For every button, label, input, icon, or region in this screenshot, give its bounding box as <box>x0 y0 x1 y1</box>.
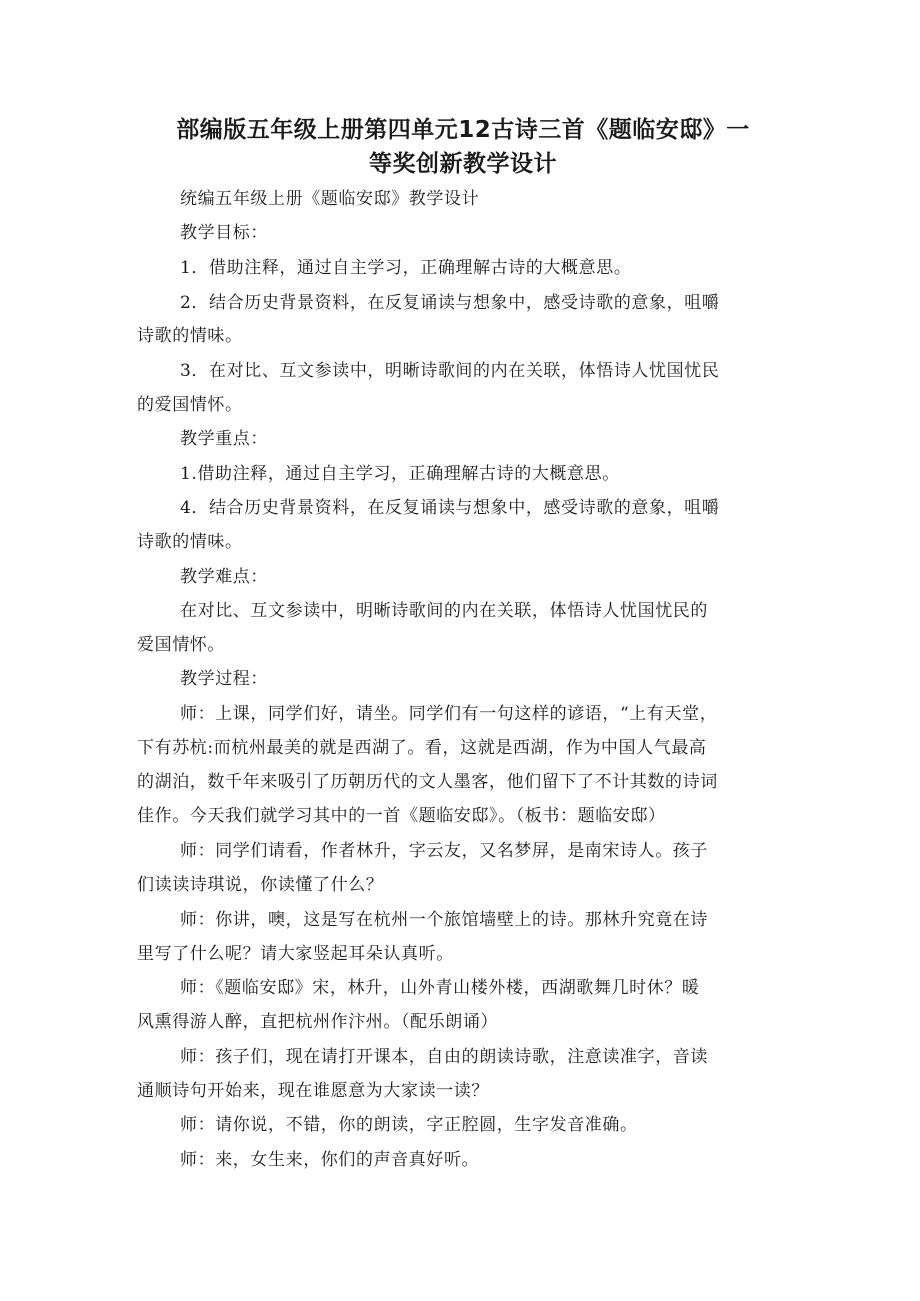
objective-1: 1．借助注释，通过自主学习，正确理解古诗的大概意思。 <box>180 258 632 278</box>
difficulty-text: 在对比、互文参读中，明晰诗歌间的内在关联，体悟诗人忧国忧民的 <box>180 601 708 621</box>
objective-3: 3．在对比、互文参读中，明晰诗歌间的内在关联，体悟诗人忧国忧民 <box>180 361 720 381</box>
paragraph-5-cont: 通顺诗句开始来，现在谁愿意为大家读一读？ <box>137 1081 489 1101</box>
key-point-2-cont: 诗歌的情味。 <box>137 532 243 552</box>
objective-2-cont: 诗歌的情味。 <box>137 326 243 346</box>
subtitle: 统编五年级上册《题临安邸》教学设计 <box>180 189 480 209</box>
paragraph-2-cont: 们读读诗琪说，你读懂了什么？ <box>137 875 384 895</box>
objective-3-cont: 的爱国情怀。 <box>137 395 243 415</box>
paragraph-3: 师：你讲，噢，这是写在杭州一个旅馆墙壁上的诗。那林升究竟在诗 <box>180 910 708 930</box>
paragraph-4-cont: 风熏得游人醉，直把杭州作汴州。（配乐朗诵） <box>137 1012 499 1032</box>
key-point-1: 1.借助注释，通过自主学习，正确理解古诗的大概意思。 <box>180 464 620 484</box>
paragraph-1-cont-2: 的湖泊，数千年来吸引了历朝历代的文人墨客，他们留下了不计其数的诗词 <box>137 772 718 792</box>
key-point-2: 4．结合历史背景资料，在反复诵读与想象中，感受诗歌的意象，咀嚼 <box>180 498 720 518</box>
paragraph-5: 师：孩子们，现在请打开课本，自由的朗读诗歌，注意读准字，音读 <box>180 1047 708 1067</box>
section-heading-process: 教学过程： <box>180 669 268 689</box>
document-title-line-2: 等奖创新教学设计 <box>369 151 557 177</box>
difficulty-text-cont: 爱国情怀。 <box>137 635 225 655</box>
objective-2: 2．结合历史背景资料，在反复诵读与想象中，感受诗歌的意象，咀嚼 <box>180 293 720 313</box>
paragraph-2: 师：同学们请看，作者林升，字云友，又名梦屏，是南宋诗人。孩子 <box>180 841 708 861</box>
section-heading-difficulties: 教学难点： <box>180 567 268 587</box>
paragraph-1-cont-3: 佳作。今天我们就学习其中的一首《题临安邸》。（板书：题临安邸） <box>137 806 666 826</box>
paragraph-6: 师：请你说，不错，你的朗读，字正腔圆，生字发音准确。 <box>180 1115 638 1135</box>
section-heading-key-points: 教学重点： <box>180 429 268 449</box>
paragraph-3-cont: 里写了什么呢？请大家竖起耳朵认真听。 <box>137 944 454 964</box>
paragraph-1-cont-1: 下有苏杭:而杭州最美的就是西湖了。看，这就是西湖，作为中国人气最高 <box>137 738 707 758</box>
section-heading-objectives: 教学目标： <box>180 223 268 243</box>
paragraph-4: 师：《题临安邸》宋，林升，山外青山楼外楼，西湖歌舞几时休？暖 <box>180 978 700 998</box>
document-title-line-1: 部编版五年级上册第四单元12古诗三首《题临安邸》一 <box>176 117 750 143</box>
paragraph-7: 师：来，女生来，你们的声音真好听。 <box>180 1150 480 1170</box>
paragraph-1: 师：上课，同学们好，请坐。同学们有一句这样的谚语，“上有天堂， <box>180 704 718 724</box>
